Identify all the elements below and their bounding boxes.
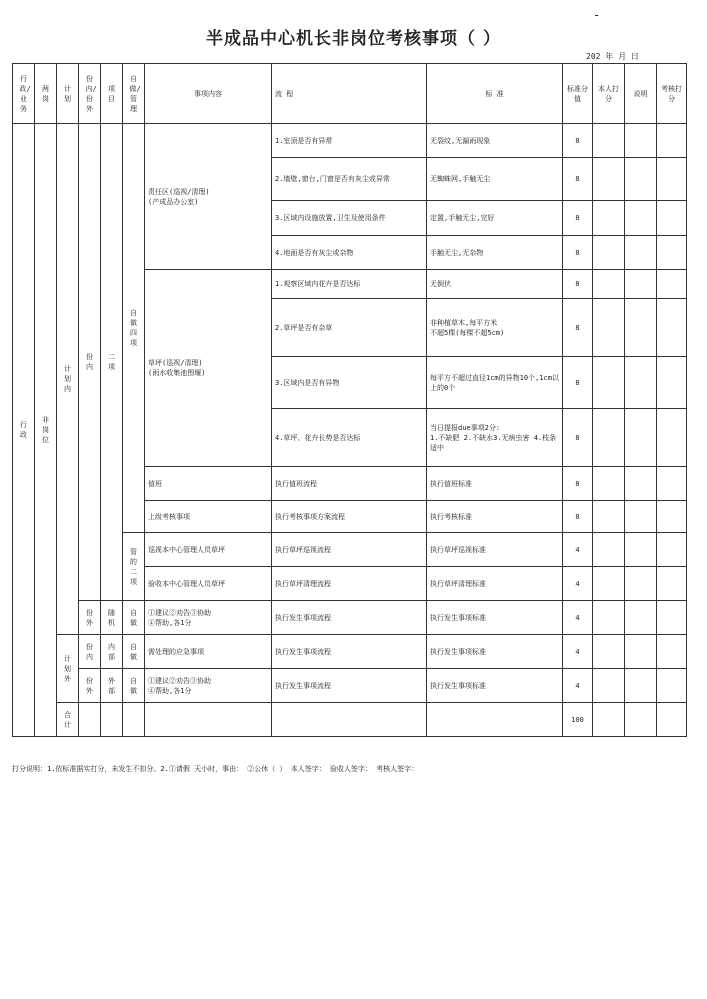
row-score: 4 <box>563 669 593 703</box>
row-standard: 执行发生事项标准 <box>427 669 563 703</box>
group-xingzheng: 行政 <box>13 124 35 737</box>
row-flow: 3.区域内是否有异物 <box>272 357 427 409</box>
row-standard: 执行草坪巡视标准 <box>427 533 563 567</box>
row-standard: 执行值班标准 <box>427 467 563 501</box>
row-standard: 执行发生事项标准 <box>427 601 563 635</box>
row-content: 需处理的应急事项 <box>145 635 272 669</box>
header-cell: 项目 <box>101 64 123 124</box>
assessment-table <box>12 63 687 737</box>
assess-score-cell[interactable] <box>657 703 687 737</box>
row-score: 8 <box>563 158 593 201</box>
assess-score-cell[interactable] <box>657 601 687 635</box>
assess-score-cell[interactable] <box>657 501 687 533</box>
row-flow: 1.室顶是否有异常 <box>272 124 427 158</box>
row-flow: 执行草坪巡视流程 <box>272 533 427 567</box>
row-content: 上级考核事项 <box>145 501 272 533</box>
self-score-cell[interactable] <box>593 201 625 236</box>
row-standard: 无倒伏 <box>427 270 563 299</box>
row-score: 8 <box>563 270 593 299</box>
row-flow: 执行考核事项方案流程 <box>272 501 427 533</box>
row-score: 8 <box>563 357 593 409</box>
assess-score-cell[interactable] <box>657 236 687 270</box>
row-flow: 2.草坪是否有杂草 <box>272 299 427 357</box>
row-score: 8 <box>563 299 593 357</box>
assess-score-cell[interactable] <box>657 299 687 357</box>
empty-cell <box>272 703 427 737</box>
remark-cell[interactable] <box>625 201 657 236</box>
remark-cell[interactable] <box>625 299 657 357</box>
remark-cell[interactable] <box>625 567 657 601</box>
row-score: 4 <box>563 567 593 601</box>
header-cell: 自做/管理 <box>123 64 145 124</box>
assess-score-cell[interactable] <box>657 270 687 299</box>
row-flow: 执行值班流程 <box>272 467 427 501</box>
row-content: 草坪(巡视/清理) (雨水收集池围堰) <box>145 270 272 467</box>
row-content: 值班 <box>145 467 272 501</box>
row-score: 8 <box>563 124 593 158</box>
assess-score-cell[interactable] <box>657 635 687 669</box>
remark-cell[interactable] <box>625 158 657 201</box>
self-score-cell[interactable] <box>593 669 625 703</box>
assess-score-cell[interactable] <box>657 124 687 158</box>
header-row <box>13 64 687 124</box>
assess-score-cell[interactable] <box>657 467 687 501</box>
row-flow: 3.区域内设施放置,卫生及使用条件 <box>272 201 427 236</box>
group-waibu: 外部 <box>101 669 123 703</box>
self-score-cell[interactable] <box>593 158 625 201</box>
self-score-cell[interactable] <box>593 409 625 467</box>
empty-cell <box>145 703 272 737</box>
remark-cell[interactable] <box>625 501 657 533</box>
row-standard: 每平方不超过直径1cm的异物10个,1cm以上的0个 <box>427 357 563 409</box>
assess-score-cell[interactable] <box>657 201 687 236</box>
footer-note: 打分说明：1.依标准据实打分，未发生不扣分。2.①请假 天小时，事由： ②公休（ ） 本人签字： 验收人签字： 考核人签字： <box>12 765 419 773</box>
row-standard: 执行发生事项标准 <box>427 635 563 669</box>
remark-cell[interactable] <box>625 635 657 669</box>
header-cell: 说明 <box>625 64 657 124</box>
group-zizuo-2: 自做 <box>123 635 145 669</box>
row-flow: 执行发生事项流程 <box>272 601 427 635</box>
row-score: 4 <box>563 601 593 635</box>
group-fennei-2: 份内 <box>79 635 101 669</box>
header-cell: 本人打分 <box>593 64 625 124</box>
self-score-cell[interactable] <box>593 567 625 601</box>
header-cell: 份内/份外 <box>79 64 101 124</box>
header-cell: 标 准 <box>427 64 563 124</box>
group-feigangwei: 非岗位 <box>35 124 57 737</box>
remark-cell[interactable] <box>625 236 657 270</box>
self-score-cell[interactable] <box>593 533 625 567</box>
empty-cell <box>427 703 563 737</box>
group-neibu: 内部 <box>101 635 123 669</box>
header-cell: 考核打分 <box>657 64 687 124</box>
row-score: 8 <box>563 409 593 467</box>
assess-score-cell[interactable] <box>657 158 687 201</box>
self-score-cell[interactable] <box>593 270 625 299</box>
row-score: 4 <box>563 533 593 567</box>
group-fenwai-2: 份外 <box>79 669 101 703</box>
row-score: 8 <box>563 467 593 501</box>
self-score-cell[interactable] <box>593 236 625 270</box>
self-score-cell[interactable] <box>593 703 625 737</box>
row-flow: 1.观察区域内花卉是否达标 <box>272 270 427 299</box>
total-row <box>13 703 687 737</box>
assess-score-cell[interactable] <box>657 533 687 567</box>
row-standard: 定置,手触无尘,完好 <box>427 201 563 236</box>
row-flow: 4.草坪、花卉长势是否达标 <box>272 409 427 467</box>
group-guandeerxiang: 管的二项 <box>123 533 145 601</box>
self-score-cell[interactable] <box>593 601 625 635</box>
row-score: 8 <box>563 501 593 533</box>
header-cell: 两岗 <box>35 64 57 124</box>
row-content: 验收本中心管理人员草坪 <box>145 567 272 601</box>
remark-cell[interactable] <box>625 270 657 299</box>
assess-score-cell[interactable] <box>657 409 687 467</box>
assess-score-cell[interactable] <box>657 669 687 703</box>
group-fennei: 份内 <box>79 124 101 601</box>
row-flow: 执行发生事项流程 <box>272 635 427 669</box>
remark-cell[interactable] <box>625 409 657 467</box>
row-content: 巡视本中心管理人员草坪 <box>145 533 272 567</box>
row-content: ①建议②劝告③协助 ④帮助,各1分 <box>145 601 272 635</box>
total-score: 100 <box>563 703 593 737</box>
row-flow: 执行草坪清理流程 <box>272 567 427 601</box>
row-score: 8 <box>563 236 593 270</box>
date-line: 202 年 月 日 <box>586 52 639 61</box>
remark-cell[interactable] <box>625 467 657 501</box>
empty-cell <box>123 703 145 737</box>
assess-score-cell[interactable] <box>657 357 687 409</box>
header-cell: 行政/业务 <box>13 64 35 124</box>
row-content: 责任区(巡视/清理) (产成品办公室) <box>145 124 272 270</box>
row-standard: 非种植草木,每平方米 不超5棵(每棵不超5cm) <box>427 299 563 357</box>
self-score-cell[interactable] <box>593 124 625 158</box>
remark-cell[interactable] <box>625 533 657 567</box>
empty-cell <box>79 703 101 737</box>
corner-mark: - <box>593 8 601 22</box>
page-title: 半成品中心机长非岗位考核事项（ ） <box>206 29 501 49</box>
row-flow: 执行发生事项流程 <box>272 669 427 703</box>
self-score-cell[interactable] <box>593 357 625 409</box>
remark-cell[interactable] <box>625 703 657 737</box>
group-jihuawai: 计划外 <box>57 635 79 703</box>
total-label: 合计 <box>57 703 79 737</box>
group-suiji: 随机 <box>101 601 123 635</box>
remark-cell[interactable] <box>625 124 657 158</box>
row-flow: 4.地面是否有灰尘或杂物 <box>272 236 427 270</box>
row-standard: 执行考核标准 <box>427 501 563 533</box>
remark-cell[interactable] <box>625 669 657 703</box>
group-zizuo: 自做 <box>123 601 145 635</box>
remark-cell[interactable] <box>625 601 657 635</box>
group-jihuanei: 计划内 <box>57 124 79 635</box>
row-standard: 无蜘蛛网,手触无尘 <box>427 158 563 201</box>
empty-cell <box>101 703 123 737</box>
row-standard: 执行草坪清理标准 <box>427 567 563 601</box>
group-fenwai: 份外 <box>79 601 101 635</box>
row-flow: 2.墙壁,窗台,门窗是否有灰尘或异常 <box>272 158 427 201</box>
self-score-cell[interactable] <box>593 501 625 533</box>
self-score-cell[interactable] <box>593 635 625 669</box>
header-cell: 标准分值 <box>563 64 593 124</box>
self-score-cell[interactable] <box>593 299 625 357</box>
group-zizuo-3: 自做 <box>123 669 145 703</box>
row-standard: 手触无尘,无杂物 <box>427 236 563 270</box>
assess-score-cell[interactable] <box>657 567 687 601</box>
group-erxiang: 二项 <box>101 124 123 601</box>
group-zizuosixiang: 自做四项 <box>123 124 145 533</box>
remark-cell[interactable] <box>625 357 657 409</box>
header-cell: 流 程 <box>272 64 427 124</box>
row-standard: 无裂纹,无漏雨现象 <box>427 124 563 158</box>
row-score: 4 <box>563 635 593 669</box>
row-standard: 当日提报due事项2分: 1.不缺肥 2.不缺水3.无病虫害 4.枝条适中 <box>427 409 563 467</box>
header-cell: 事项内容 <box>145 64 272 124</box>
row-content: ①建议②劝告③协助 ④帮助,各1分 <box>145 669 272 703</box>
self-score-cell[interactable] <box>593 467 625 501</box>
row-score: 8 <box>563 201 593 236</box>
header-cell: 计划 <box>57 64 79 124</box>
